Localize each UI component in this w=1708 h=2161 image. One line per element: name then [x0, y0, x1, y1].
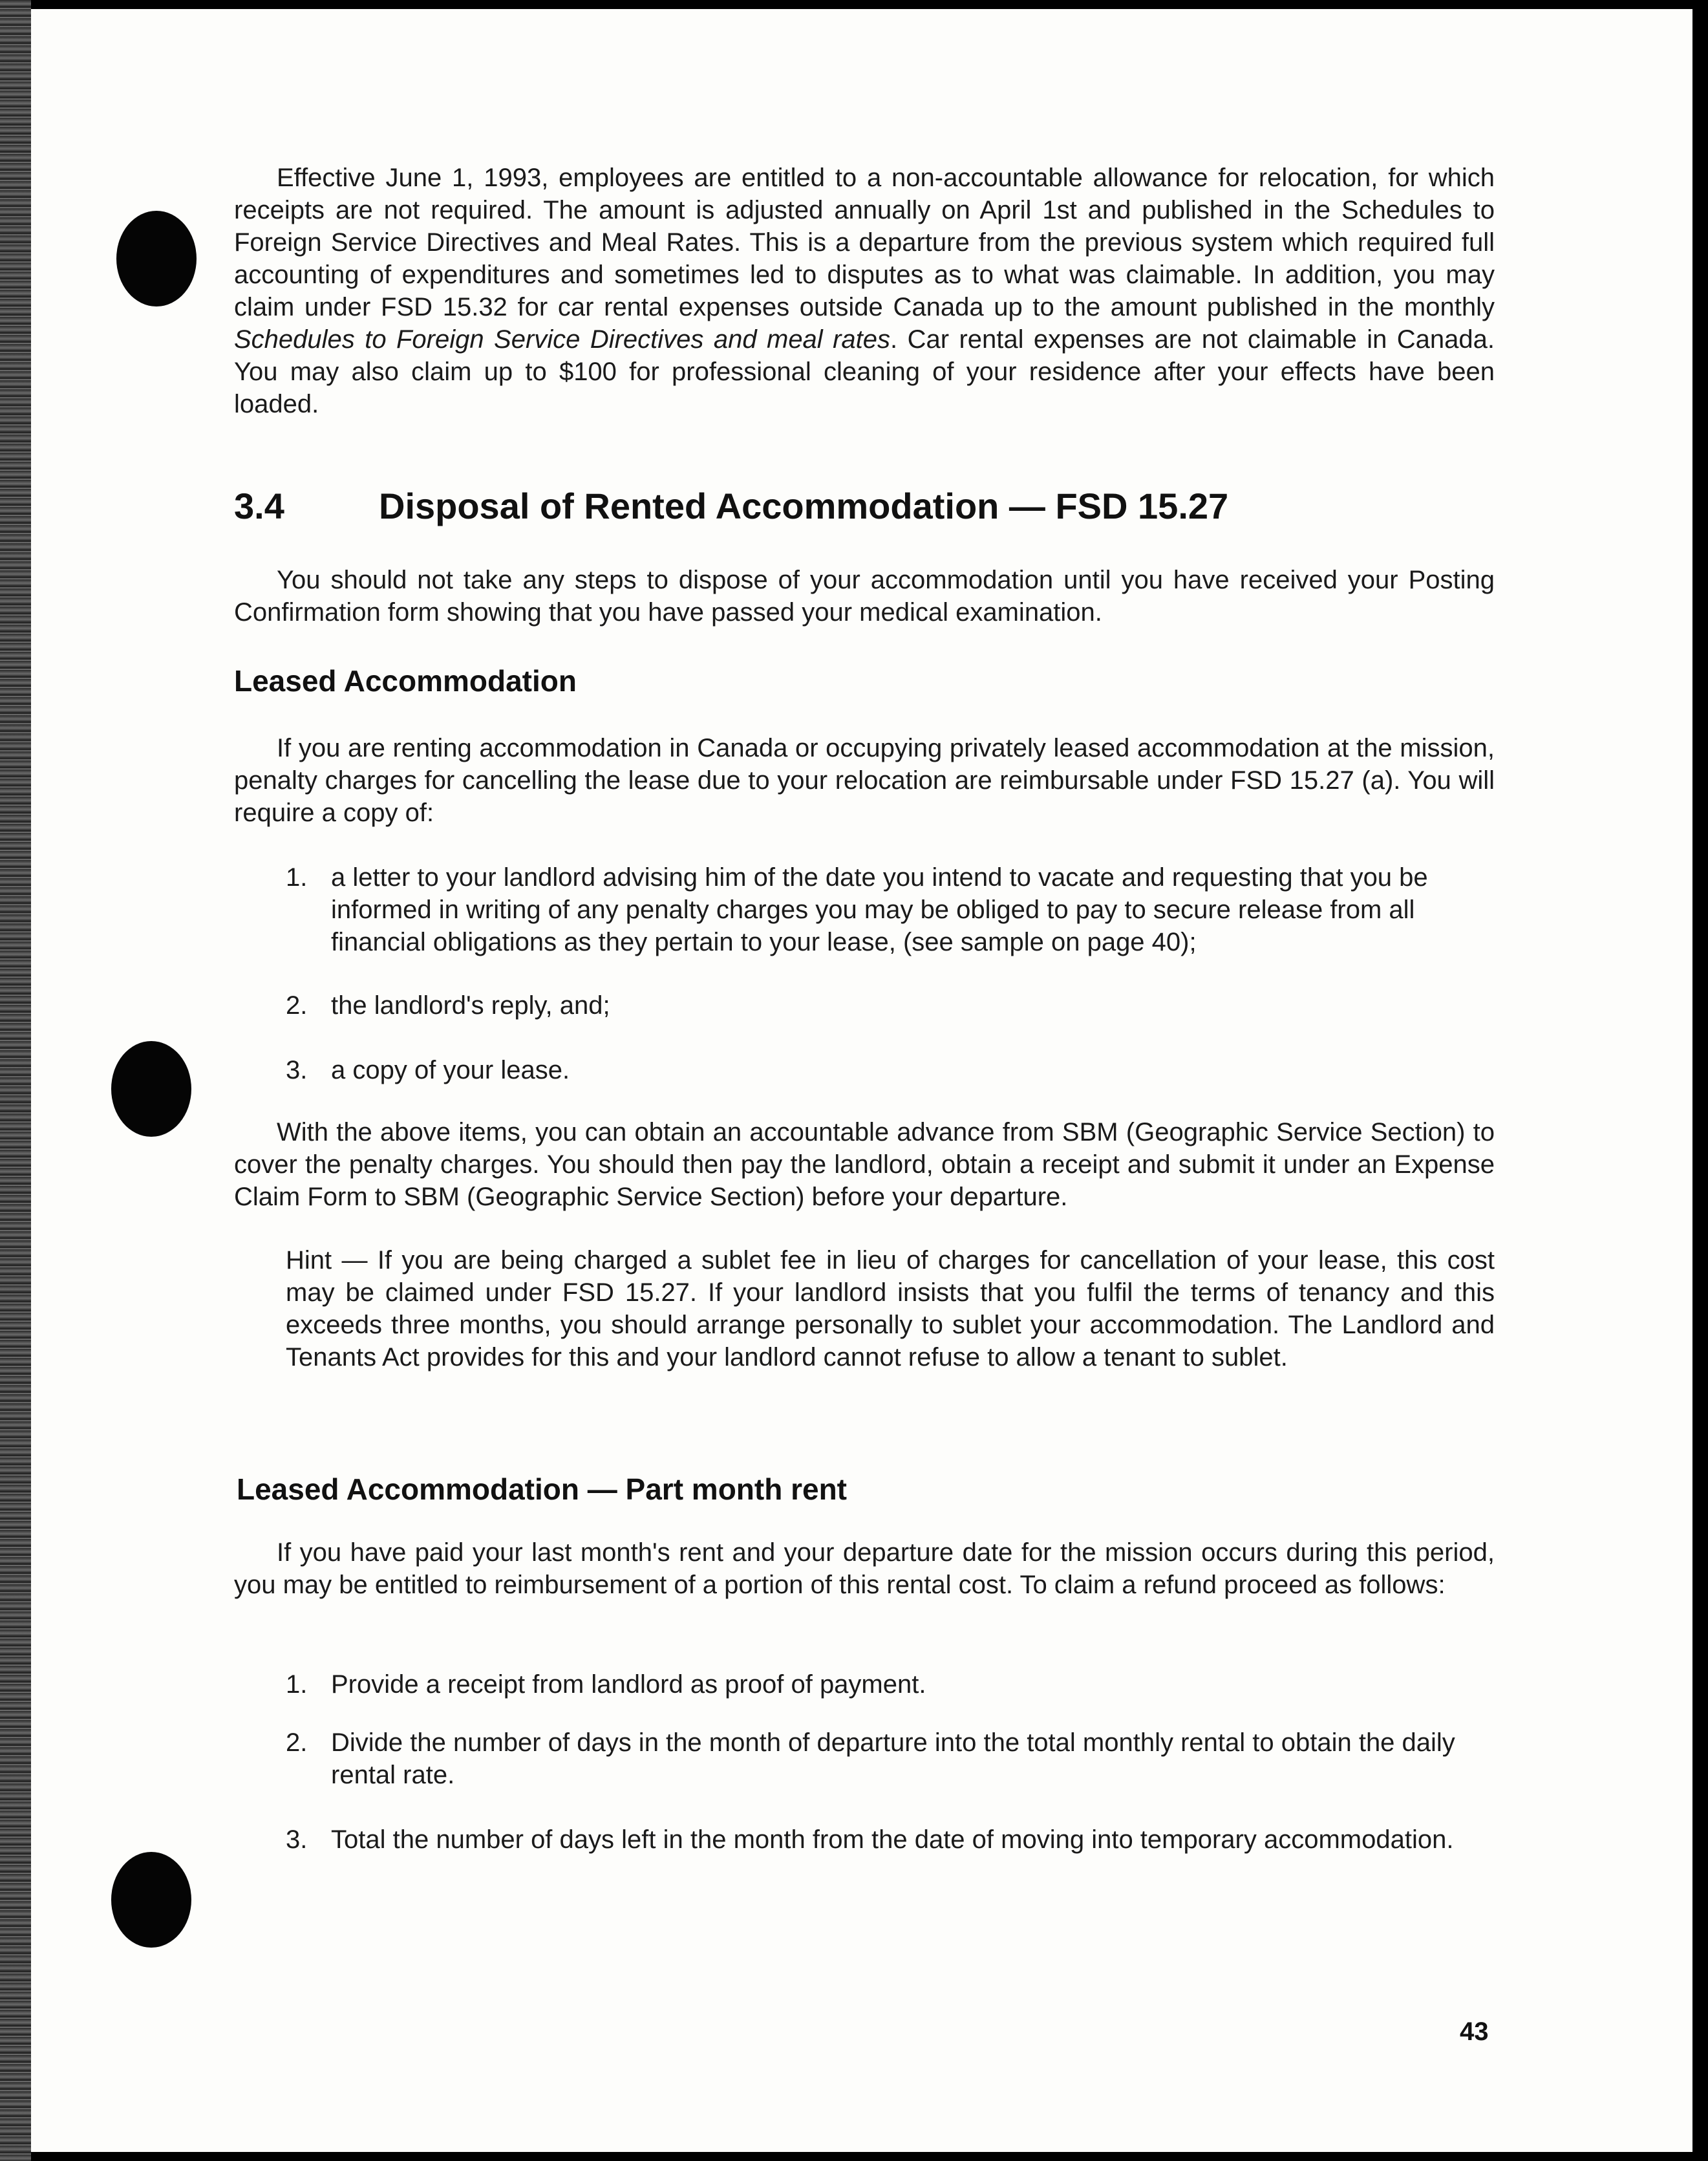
list-item-number: 2. — [286, 991, 308, 1020]
section-number: 3.4 — [234, 486, 284, 526]
section-heading — [234, 485, 1228, 527]
list-item — [286, 1054, 1495, 1086]
document-page — [31, 9, 1692, 2152]
list-item — [286, 1668, 1495, 1701]
list-item — [286, 1726, 1495, 1791]
binding-edge — [0, 0, 31, 2161]
intro-text-italic: Schedules to Foreign Service Directives and meal rates — [234, 325, 891, 354]
part-month-heading: Leased Accommodation — Part month rent — [237, 1472, 847, 1506]
list-item — [286, 989, 1495, 1022]
list-item-number: 2. — [286, 1728, 308, 1757]
leased-paragraph-text: If you are renting accommodation in Canada or occupying privately leased accommodation at the mission, penalty charges for cancelling the lease due to your relocation are reimbursable under FSD 15.27 (a). You will require a copy of: — [234, 734, 1495, 827]
punch-hole-bottom — [111, 1852, 191, 1948]
list-item-text: a letter to your landlord advising him of the date you intend to vacate and requesting that you be informed in writing of any penalty charges you may be obliged to pay to secure release from all financial obligations as they pertain to your lease, (see sample on page 40); — [331, 863, 1428, 956]
intro-text-lead: Effective June 1, 1993, employees are entitled to a non-accountable allowance for relocation, for which receipts are not required. The amount is adjusted annually on April 1st and published in the Schedules to Foreign Service Directives and Meal Rates. This is a departure from the previous system which required full accounting of expenditures and sometimes led to disputes as to what was claimable. In addition, you may claim under FSD 15.32 for car rental expenses outside Canada up to the amount published in the monthly — [234, 164, 1495, 321]
list-item-text: a copy of your lease. — [331, 1056, 570, 1084]
punch-hole-top — [116, 211, 197, 306]
intro-text-tail: . Car rental expenses are not claimable in Canada. You may also claim up to $100 for professional cleaning of your residence after your effects have been loaded. — [234, 325, 1495, 418]
list-item-number: 1. — [286, 1670, 308, 1699]
punch-hole-middle — [111, 1041, 191, 1137]
list-item-number: 3. — [286, 1056, 308, 1084]
intro-paragraph — [234, 162, 1495, 420]
advance-paragraph — [234, 1116, 1495, 1213]
list-item-text: Divide the number of days in the month of departure into the total monthly rental to obtain the daily rental rate. — [331, 1728, 1455, 1789]
section-intro-text: You should not take any steps to dispose of your accommodation until you have received your Posting Confirmation form showing that you have passed your medical examination. — [234, 566, 1495, 627]
leased-paragraph — [234, 732, 1495, 829]
part-month-paragraph — [234, 1536, 1495, 1601]
section-title: Disposal of Rented Accommodation — FSD 15.27 — [379, 486, 1229, 526]
list-item-text: Provide a receipt from landlord as proof of payment. — [331, 1670, 926, 1699]
advance-paragraph-text: With the above items, you can obtain an accountable advance from SBM (Geographic Service Section) to cover the penalty charges. You should then pay the landlord, obtain a receipt and submit it under an Expense Claim Form to SBM (Geographic Service Section) before your departure. — [234, 1118, 1495, 1211]
section-intro — [234, 564, 1495, 629]
page-number: 43 — [1460, 2017, 1489, 2046]
list-item-number: 1. — [286, 863, 308, 892]
list-item — [286, 861, 1495, 958]
leased-heading: Leased Accommodation — [234, 664, 577, 698]
list-item-text: the landlord's reply, and; — [331, 991, 610, 1020]
hint-text: Hint — If you are being charged a sublet fee in lieu of charges for cancellation of your lease, this cost may be claimed under FSD 15.27. If your landlord insists that you fulfil the terms of tenancy and this exceeds three months, you should arrange personally to sublet your accommodation. The Landlord and Tenants Act provides for this and your landlord cannot refuse to allow a tenant to sublet. — [286, 1246, 1495, 1371]
hint-paragraph — [286, 1244, 1495, 1373]
list-item-text: Total the number of days left in the month from the date of moving into temporary accommodation. — [331, 1825, 1454, 1854]
list-item-number: 3. — [286, 1825, 308, 1854]
part-month-paragraph-text: If you have paid your last month's rent and your departure date for the mission occurs during this period, you may be entitled to reimbursement of a portion of this rental cost. To claim a refund proceed as follows: — [234, 1538, 1495, 1599]
list-item — [286, 1823, 1495, 1856]
